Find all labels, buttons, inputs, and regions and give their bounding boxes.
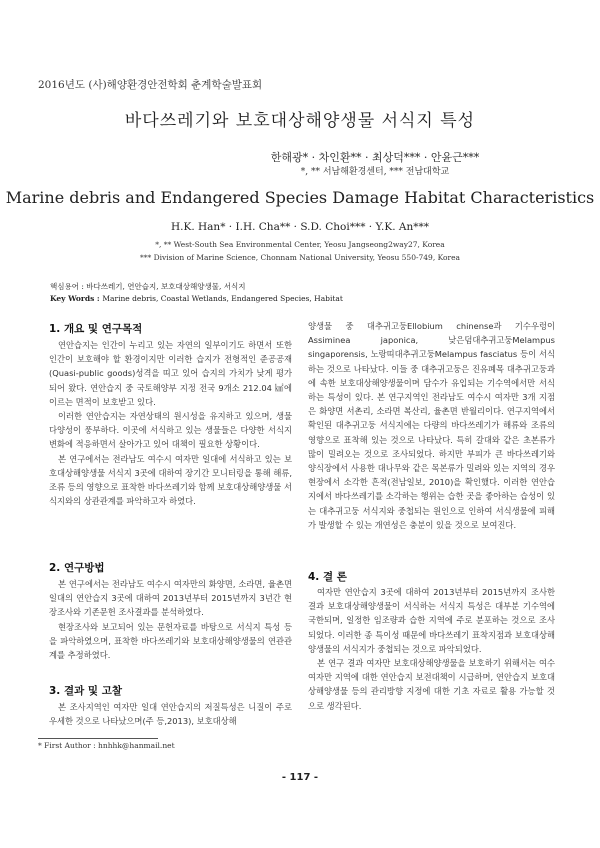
section-2-heading: 2. 연구방법 bbox=[49, 562, 105, 574]
section-1-heading: 1. 개요 및 연구목적 bbox=[49, 323, 143, 335]
english-affiliation-1: *, ** West-South Sea Environmental Center, Yeosu Jangseong2way27, Korea bbox=[155, 240, 445, 249]
section-3-heading: 3. 결과 및 고찰 bbox=[49, 685, 122, 697]
paragraph: 본 조사지역인 여자만 일대 연안습지의 저질특성은 니질이 주로 우세한 것으로 나타났으며(주 등,2013), 보호대상해 bbox=[49, 702, 292, 727]
paragraph: 현장조사와 보고되어 있는 문헌자료를 바탕으로 서식지 특성 등을 파악하였으며, 표착한 바다쓰레기와 보호대상해양생물의 연관관계를 추정하였다. bbox=[49, 621, 292, 661]
english-title: Marine debris and Endangered Species Damage Habitat Characteristics bbox=[5, 188, 595, 207]
keywords-korean: 핵심용어 : 바다쓰레기, 연안습지, 보호대상해양생물, 서식지 bbox=[50, 282, 246, 291]
english-affiliation-2: *** Division of Marine Science, Chonnam National University, Yeosu 550-749, Korea bbox=[139, 253, 461, 262]
paragraph: 여자만 연안습지 3곳에 대하여 2013년부터 2015년까지 조사한 결과 보호대상해양생물이 서식하는 서식지 특성은 대부분 기수역에 국한되며, 일정한 임조량과 습한 지역에 주로 분포하는 것으로 조사되었다. 이러한 종 특이성 때문에 바다쓰레기 표착지점과 보호대상해양생물의 서식지가 중첩되는 것으로 파악되었다. bbox=[308, 587, 555, 654]
keywords-english-text: Marine debris, Coastal Wetlands, Endangered Species, Habitat bbox=[102, 294, 343, 303]
section-2-body bbox=[49, 577, 292, 662]
english-authors: H.K. Han* · I.H. Cha** · S.D. Choi*** · Y.K. An*** bbox=[171, 221, 429, 233]
page-number: - 117 - bbox=[281, 772, 319, 783]
paragraph: 연안습지는 인간이 누리고 있는 자연의 일부이기도 하면서 또한 인간이 보호해야 할 환경이지만 이러한 습지가 전형적인 준공공재(Quasi-public goods)성격을 띠고 있어 습지의 가치가 낮게 평가되어 왔다. 연안습지 중 국토해양부 지정 전국 9개소 212.04 ㎢에 이르는 면적이 보호받고 있다. bbox=[49, 340, 292, 407]
section-1-body bbox=[49, 338, 292, 508]
paragraph: 양생물 중 대추귀고둥Ellobium chinense과 기수우렁이 Assiminea japonica, 낮은덤대추귀고둥Melampus singaporensis, 노랑띠대추귀고둥Melampus fasciatus 등이 서식하는 것으로 나타났다. 이들 중 대추귀고둥은 진유폐목 대추귀고둥과에 속한 보호대상해양생물이며 담수가 유입되는 기수역에서만 서식하는 특성이 있다. 본 연구지역인 전라남도 여수시 여자만 3개 지점은 화양면 서촌리, 소라면 복산리, 율촌면 반월리이다. 연구지역에서 확인된 대추귀고둥 서식지에는 다량의 바다쓰레기가 해류와 조류의 영향으로 표착해 있는 것으로 나타났다. 특히 갈대와 같은 초본류가 많이 밀려오는 것으로 조사되었다. 하지만 부피가 큰 바다쓰레기와 양식장에서 사용한 대나무와 같은 목본류가 밀려와 있는 지역의 경우 현장에서 소각한 흔적(전남일보, 2010)을 확인했다. 이러한 연안습지에서 바다쓰레기를 소각하는 행위는 습한 곳을 좋아하는 습성이 있는 대추귀고둥 서식지와 중첩되는 원인으로 인하여 서식생물에 피해가 발생할 수 있는 개연성은 충분이 있을 것으로 보여진다. bbox=[308, 321, 555, 530]
korean-authors: 한해광* · 차인환** · 최상덕*** · 안윤근*** bbox=[270, 151, 480, 164]
paragraph: 이러한 연안습지는 자연상태의 원시성을 유지하고 있으며, 생물다양성이 풍부하다. 이곳에 서식하고 있는 생물들은 다양한 서식지 변화에 적응하면서 살아가고 있어 대책이 필요한 상황이다. bbox=[49, 411, 292, 450]
conference-header: 2016년도 (사)해양환경안전학회 춘계학술발표회 bbox=[38, 79, 263, 91]
keywords-english bbox=[50, 294, 343, 303]
paragraph: 본 연구에서는 전라남도 여수시 여자만 일대에 서식하고 있는 보호대상해양생물 서식지 3곳에 대하여 장기간 모니터링을 통해 해류, 조류 등의 영향으로 표착한 바다쓰레기와 함께 보호대상해양생물 서식지와의 상관관계를 파악하고자 하였다. bbox=[49, 453, 292, 507]
korean-affiliations: *, ** 서남해환경센터, *** 전남대학교 bbox=[300, 167, 450, 177]
paragraph: 본 연구에서는 전라남도 여수시 여자만의 화양면, 소라면, 율촌면 일대의 연안습지 3곳에 대하여 2013년부터 2015년까지 3년간 현장조사와 기존문헌 조사결과를 분석하였다. bbox=[49, 579, 292, 618]
section-3-body-right bbox=[308, 319, 555, 532]
korean-title: 바다쓰레기와 보호대상해양생물 서식지 특성 bbox=[124, 111, 476, 131]
section-3-body-left bbox=[49, 700, 292, 728]
section-4-heading: 4. 결 론 bbox=[308, 571, 347, 583]
keywords-label: Key Words : bbox=[50, 294, 103, 303]
footnote-divider bbox=[38, 738, 158, 739]
section-4-body bbox=[308, 585, 555, 713]
paragraph: 본 연구 결과 여자만 보호대상해양생물을 보호하기 위해서는 여수 여자만 지역에 대한 연안습지 보전대책이 시급하며, 연안습지 보호대상해양생물 등의 관리방향 지정에 대한 기초 자료로 활용 가능할 것으로 생각된다. bbox=[308, 658, 555, 711]
footnote: * First Author : hnhhk@hanmail.net bbox=[38, 741, 175, 750]
